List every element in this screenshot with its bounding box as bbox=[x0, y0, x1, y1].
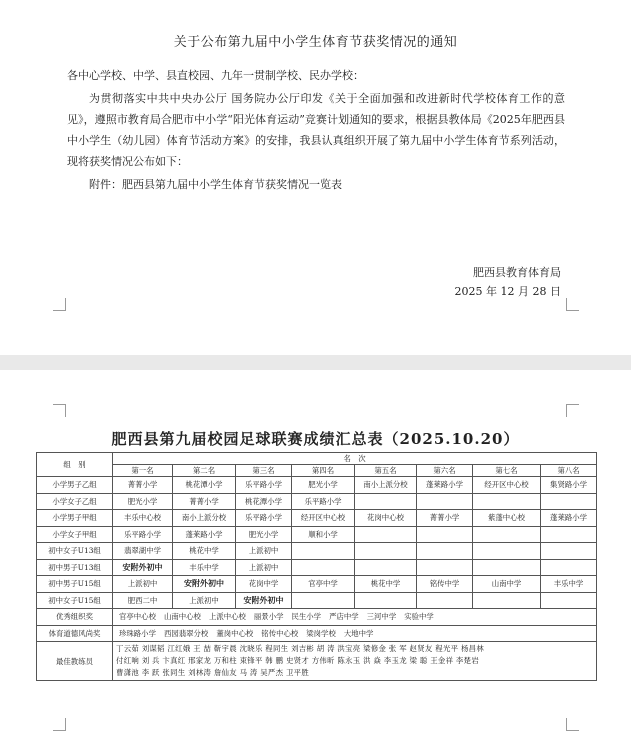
result-cell bbox=[473, 543, 541, 560]
result-cell: 上派初中 bbox=[236, 559, 292, 576]
result-cell bbox=[417, 493, 473, 510]
award-label: 优秀组织奖 bbox=[37, 609, 113, 626]
result-cell: 安附外初中 bbox=[113, 559, 173, 576]
result-cell: 乐平路小学 bbox=[236, 477, 292, 494]
table-row bbox=[37, 592, 597, 609]
result-cell: 菁菁小学 bbox=[173, 493, 236, 510]
table-row bbox=[37, 510, 597, 527]
result-cell bbox=[292, 592, 355, 609]
award-item: 实验中学 bbox=[404, 612, 434, 622]
result-cell: 经开区中心校 bbox=[292, 510, 355, 527]
page-corner-mark bbox=[566, 298, 579, 311]
result-cell bbox=[541, 592, 597, 609]
table-row bbox=[37, 493, 597, 510]
result-cell: 肥西二中 bbox=[113, 592, 173, 609]
signature-date: 2025 年 12 月 28 日 bbox=[454, 285, 561, 298]
rank-header-cell: 第七名 bbox=[473, 465, 541, 477]
table-row bbox=[37, 576, 597, 593]
result-cell bbox=[355, 543, 417, 560]
result-cell: 肥光小学 bbox=[292, 477, 355, 494]
page-corner-mark bbox=[53, 404, 66, 417]
group-cell: 初中女子U13组 bbox=[37, 543, 113, 560]
group-cell: 小学男子甲组 bbox=[37, 510, 113, 527]
award-item: 丽景小学 bbox=[253, 612, 284, 622]
rank-header-cell: 第六名 bbox=[417, 465, 473, 477]
result-cell: 翡翠湖中学 bbox=[113, 543, 173, 560]
result-cell bbox=[541, 493, 597, 510]
result-cell bbox=[355, 592, 417, 609]
coach-line: 付红响 刘 兵 卞真红 邢家龙 万和柱 束锋平 韩 鹏 史贤才 方伟昕 陈永玉 洪 焱 李玉龙 梁 聪 王金祥 李楚岩 bbox=[116, 656, 480, 665]
result-cell bbox=[355, 526, 417, 543]
result-cell: 经开区中心校 bbox=[473, 477, 541, 494]
award-item: 山南中心校 bbox=[163, 612, 201, 622]
award-item: 严店中学 bbox=[329, 612, 359, 622]
rank-header-cell: 第五名 bbox=[355, 465, 417, 477]
notice-body: 为贯彻落实中共中央办公厅 国务院办公厅印发《关于全面加强和改进新时代学校体育工作的意见》，遵照市教育局合肥市中小学“阳光体育运动”竞赛计划通知的要求，根据县教体局《2025年肥西县中小学生（幼儿园）体育节活动方案》的安排，我县认真组织开展了第九届中小学生体育节系列活动，现将获奖情况公布如下： bbox=[67, 92, 565, 168]
rank-header-cell: 第四名 bbox=[292, 465, 355, 477]
award-item: 铭传中心校 bbox=[261, 628, 299, 638]
result-cell: 安附外初中 bbox=[173, 576, 236, 593]
group-cell: 初中男子U13组 bbox=[37, 559, 113, 576]
result-cell: 桃花潭小学 bbox=[236, 493, 292, 510]
notice-attachment: 附件：肥西县第九届中小学生体育节获奖情况一览表 bbox=[89, 178, 342, 191]
award-item: 董岗中心校 bbox=[216, 628, 254, 638]
award-list bbox=[113, 625, 597, 642]
result-cell bbox=[292, 543, 355, 560]
coach-line: 丁云茹 刘谋韬 江红娥 王 喆 靳宇晨 沈晓乐 程同生 刘吉彬 胡 涛 洪宝亮 梁修金 张 军 赵贤友 程光平 杨昌林 bbox=[116, 644, 485, 653]
result-cell: 铭传中学 bbox=[417, 576, 473, 593]
award-item: 三河中学 bbox=[366, 612, 397, 622]
result-cell: 乐平路小学 bbox=[292, 493, 355, 510]
result-cell: 上派初中 bbox=[236, 543, 292, 560]
group-cell: 小学男子乙组 bbox=[37, 477, 113, 494]
award-item: 上派中心校 bbox=[208, 612, 246, 622]
result-cell bbox=[541, 526, 597, 543]
award-item: 官亭中心校 bbox=[119, 612, 156, 622]
result-cell: 菁菁小学 bbox=[113, 477, 173, 494]
result-cell: 蓬莱路小学 bbox=[541, 510, 597, 527]
group-cell: 小学女子乙组 bbox=[37, 493, 113, 510]
result-cell: 安附外初中 bbox=[236, 592, 292, 609]
result-cell: 菁菁小学 bbox=[417, 510, 473, 527]
results-title: 肥西县第九届校园足球联赛成绩汇总表（2025.10.20） bbox=[111, 430, 520, 448]
result-cell bbox=[473, 526, 541, 543]
result-cell bbox=[417, 526, 473, 543]
table-row bbox=[37, 526, 597, 543]
rank-header-cell: 第一名 bbox=[113, 465, 173, 477]
result-cell: 桃花中学 bbox=[355, 576, 417, 593]
award-item: 珍珠路小学 bbox=[119, 628, 156, 638]
table-row bbox=[37, 559, 597, 576]
notice-greeting: 各中心学校、中学、县直校园、九年一贯制学校、民办学校： bbox=[67, 69, 364, 82]
page-corner-mark bbox=[566, 718, 579, 731]
award-label: 最佳教练员 bbox=[37, 642, 113, 681]
result-cell: 乐平路小学 bbox=[113, 526, 173, 543]
coach-list bbox=[113, 642, 597, 681]
result-cell bbox=[292, 559, 355, 576]
result-cell bbox=[473, 493, 541, 510]
results-table bbox=[36, 452, 597, 681]
result-cell: 蓬莱路小学 bbox=[173, 526, 236, 543]
rank-header-cell: 第八名 bbox=[541, 465, 597, 477]
rank-header-cell: 第二名 bbox=[173, 465, 236, 477]
coach-line: 曹潇池 李 跃 张同生 刘林涛 詹仙友 马 涛 吴严杰 卫平胜 bbox=[116, 668, 310, 677]
notice-title: 关于公布第九届中小学生体育节获奖情况的通知 bbox=[173, 35, 458, 50]
result-cell: 南小上派分校 bbox=[173, 510, 236, 527]
result-cell: 丰乐中学 bbox=[541, 576, 597, 593]
signature-org: 肥西县教育体育局 bbox=[473, 266, 561, 279]
award-item: 梁岗学校 bbox=[306, 628, 336, 638]
result-cell: 集贤路小学 bbox=[541, 477, 597, 494]
result-cell bbox=[473, 592, 541, 609]
result-cell: 上派初中 bbox=[173, 592, 236, 609]
result-cell bbox=[417, 592, 473, 609]
page-corner-mark bbox=[53, 298, 66, 311]
table-row bbox=[37, 477, 597, 494]
page-corner-mark bbox=[566, 404, 579, 417]
result-cell: 上派初中 bbox=[113, 576, 173, 593]
result-cell: 花岗中心校 bbox=[355, 510, 417, 527]
page-corner-mark bbox=[53, 718, 66, 731]
result-cell: 桃花潭小学 bbox=[173, 477, 236, 494]
rank-header-cell: 第三名 bbox=[236, 465, 292, 477]
group-header: 组 别 bbox=[37, 453, 113, 477]
result-cell: 蓬莱路小学 bbox=[417, 477, 473, 494]
result-cell bbox=[417, 543, 473, 560]
result-cell: 桃花中学 bbox=[173, 543, 236, 560]
result-cell bbox=[541, 559, 597, 576]
group-cell: 初中女子U15组 bbox=[37, 592, 113, 609]
result-cell: 肥光小学 bbox=[113, 493, 173, 510]
award-item: 西园翡翠分校 bbox=[163, 628, 209, 638]
table-row bbox=[37, 543, 597, 560]
award-item: 大地中学 bbox=[343, 628, 374, 638]
result-cell: 肥光小学 bbox=[236, 526, 292, 543]
result-cell bbox=[417, 559, 473, 576]
result-cell: 丰乐中心校 bbox=[113, 510, 173, 527]
award-list bbox=[113, 609, 597, 626]
result-cell bbox=[355, 559, 417, 576]
result-cell: 官亭中学 bbox=[292, 576, 355, 593]
award-label: 体育道德风尚奖 bbox=[37, 625, 113, 642]
result-cell: 丰乐中学 bbox=[173, 559, 236, 576]
result-cell: 南小上派分校 bbox=[355, 477, 417, 494]
group-cell: 小学女子甲组 bbox=[37, 526, 113, 543]
rank-header: 名 次 bbox=[113, 453, 597, 465]
result-cell bbox=[355, 493, 417, 510]
result-cell: 紫蓬中心校 bbox=[473, 510, 541, 527]
award-item: 民生小学 bbox=[291, 612, 322, 622]
coach-award-row bbox=[37, 642, 597, 681]
result-cell: 山南中学 bbox=[473, 576, 541, 593]
result-cell: 乐平路小学 bbox=[236, 510, 292, 527]
org-award-row bbox=[37, 609, 597, 626]
result-cell bbox=[541, 543, 597, 560]
group-cell: 初中男子U15组 bbox=[37, 576, 113, 593]
result-cell: 花岗中学 bbox=[236, 576, 292, 593]
result-cell bbox=[473, 559, 541, 576]
ethics-award-row bbox=[37, 625, 597, 642]
result-cell: 顺和小学 bbox=[292, 526, 355, 543]
